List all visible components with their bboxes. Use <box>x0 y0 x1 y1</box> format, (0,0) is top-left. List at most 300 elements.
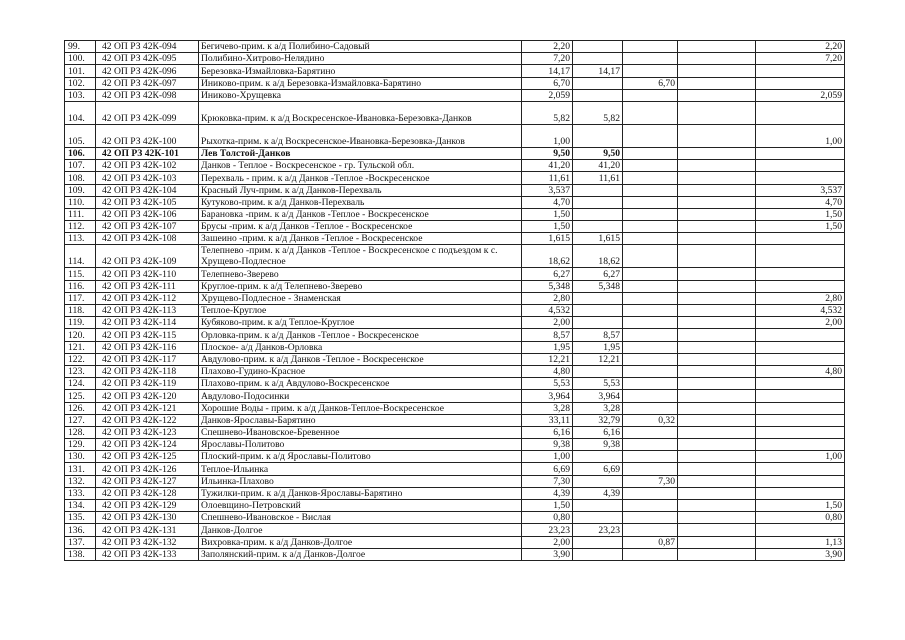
total-length-cell: 1,00 <box>522 451 573 463</box>
length-type-c-cell <box>678 378 756 390</box>
length-type-a-cell <box>573 221 623 233</box>
length-type-c-cell <box>678 101 756 124</box>
table-row <box>65 487 845 499</box>
table-row <box>65 426 845 438</box>
road-code-cell: 42 ОП РЗ 42К-130 <box>96 512 199 524</box>
table-row <box>65 124 845 147</box>
row-number-cell: 111. <box>65 208 96 220</box>
table-row <box>65 77 845 89</box>
road-code-cell: 42 ОП РЗ 42К-119 <box>96 378 199 390</box>
road-code-cell: 42 ОП РЗ 42К-120 <box>96 390 199 402</box>
total-length-cell: 1,00 <box>522 124 573 147</box>
length-type-b-cell <box>623 65 678 77</box>
length-type-d-cell <box>756 487 845 499</box>
road-code-cell: 42 ОП РЗ 42К-096 <box>96 65 199 77</box>
length-type-d-cell: 2,80 <box>756 292 845 304</box>
road-code-cell: 42 ОП РЗ 42К-097 <box>96 77 199 89</box>
length-type-a-cell: 14,17 <box>573 65 623 77</box>
row-number-cell: 138. <box>65 548 96 560</box>
road-name-cell: Круглое-прим. к а/д Телепнево-Зверево <box>199 280 522 292</box>
table-row <box>65 536 845 548</box>
road-name-cell: Зашеино -прим. к а/д Данков -Теплое - Воскресенское <box>199 233 522 245</box>
road-code-cell: 42 ОП РЗ 42К-102 <box>96 160 199 172</box>
length-type-a-cell <box>573 305 623 317</box>
table-row <box>65 378 845 390</box>
table-row <box>65 512 845 524</box>
table-row <box>65 500 845 512</box>
table-row <box>65 208 845 220</box>
length-type-b-cell <box>623 280 678 292</box>
total-length-cell: 14,17 <box>522 65 573 77</box>
length-type-a-cell: 5,348 <box>573 280 623 292</box>
row-number-cell: 109. <box>65 184 96 196</box>
length-type-a-cell: 6,69 <box>573 463 623 475</box>
length-type-a-cell: 18,62 <box>573 245 623 268</box>
row-number-cell: 129. <box>65 439 96 451</box>
length-type-b-cell <box>623 439 678 451</box>
road-name-cell: Кубяково-прим. к а/д Теплое-Круглое <box>199 317 522 329</box>
length-type-d-cell: 1,50 <box>756 221 845 233</box>
length-type-c-cell <box>678 292 756 304</box>
table-row <box>65 172 845 184</box>
length-type-a-cell <box>573 365 623 377</box>
row-number-cell: 119. <box>65 317 96 329</box>
length-type-a-cell: 9,50 <box>573 147 623 159</box>
row-number-cell: 102. <box>65 77 96 89</box>
road-name-cell: Вихровка-прим. к а/д Данков-Долгое <box>199 536 522 548</box>
length-type-c-cell <box>678 184 756 196</box>
road-code-cell: 42 ОП РЗ 42К-133 <box>96 548 199 560</box>
road-name-cell: Полибино-Хитрово-Нелядино <box>199 53 522 65</box>
row-number-cell: 112. <box>65 221 96 233</box>
length-type-d-cell: 4,532 <box>756 305 845 317</box>
length-type-d-cell: 1,50 <box>756 208 845 220</box>
total-length-cell: 3,28 <box>522 402 573 414</box>
road-name-cell: Лев Толстой-Данков <box>199 147 522 159</box>
length-type-a-cell <box>573 41 623 53</box>
road-code-cell: 42 ОП РЗ 42К-129 <box>96 500 199 512</box>
length-type-a-cell: 3,964 <box>573 390 623 402</box>
table-row <box>65 341 845 353</box>
length-type-d-cell: 3,90 <box>756 548 845 560</box>
length-type-c-cell <box>678 341 756 353</box>
road-code-cell: 42 ОП РЗ 42К-128 <box>96 487 199 499</box>
total-length-cell: 3,90 <box>522 548 573 560</box>
length-type-d-cell <box>756 245 845 268</box>
length-type-b-cell <box>623 317 678 329</box>
length-type-b-cell <box>623 196 678 208</box>
length-type-c-cell <box>678 451 756 463</box>
length-type-a-cell <box>573 536 623 548</box>
length-type-c-cell <box>678 221 756 233</box>
length-type-b-cell <box>623 147 678 159</box>
row-number-cell: 124. <box>65 378 96 390</box>
length-type-b-cell <box>623 353 678 365</box>
length-type-d-cell <box>756 414 845 426</box>
length-type-d-cell: 3,537 <box>756 184 845 196</box>
length-type-b-cell <box>623 89 678 101</box>
road-code-cell: 42 ОП РЗ 42К-094 <box>96 41 199 53</box>
total-length-cell: 5,82 <box>522 101 573 124</box>
total-length-cell: 2,059 <box>522 89 573 101</box>
road-name-cell: Телепнево -прим. к а/д Данков -Теплое - Воскресенское с подъездом к с. Хрущево-Подлесное <box>199 245 522 268</box>
row-number-cell: 128. <box>65 426 96 438</box>
length-type-d-cell <box>756 101 845 124</box>
total-length-cell: 9,38 <box>522 439 573 451</box>
length-type-a-cell <box>573 500 623 512</box>
length-type-c-cell <box>678 196 756 208</box>
row-number-cell: 114. <box>65 245 96 268</box>
length-type-b-cell <box>623 365 678 377</box>
length-type-d-cell <box>756 378 845 390</box>
row-number-cell: 121. <box>65 341 96 353</box>
road-name-cell: Данков - Теплое - Воскресенское - гр. Тульской обл. <box>199 160 522 172</box>
length-type-a-cell: 4,39 <box>573 487 623 499</box>
length-type-b-cell <box>623 221 678 233</box>
row-number-cell: 101. <box>65 65 96 77</box>
length-type-c-cell <box>678 500 756 512</box>
length-type-b-cell <box>623 390 678 402</box>
length-type-a-cell: 6,16 <box>573 426 623 438</box>
length-type-a-cell: 3,28 <box>573 402 623 414</box>
length-type-c-cell <box>678 172 756 184</box>
length-type-d-cell: 4,70 <box>756 196 845 208</box>
length-type-d-cell <box>756 475 845 487</box>
length-type-b-cell <box>623 451 678 463</box>
length-type-c-cell <box>678 147 756 159</box>
length-type-d-cell: 2,00 <box>756 317 845 329</box>
road-name-cell: Перехваль - прим. к а/д Данков -Теплое -Воскресенское <box>199 172 522 184</box>
length-type-a-cell <box>573 196 623 208</box>
total-length-cell: 8,57 <box>522 329 573 341</box>
length-type-c-cell <box>678 89 756 101</box>
length-type-c-cell <box>678 53 756 65</box>
row-number-cell: 136. <box>65 524 96 536</box>
road-code-cell: 42 ОП РЗ 42К-095 <box>96 53 199 65</box>
table-row <box>65 414 845 426</box>
row-number-cell: 106. <box>65 147 96 159</box>
total-length-cell: 1,615 <box>522 233 573 245</box>
length-type-d-cell: 2,059 <box>756 89 845 101</box>
length-type-b-cell: 0,32 <box>623 414 678 426</box>
road-register-sheet <box>64 40 845 561</box>
length-type-c-cell <box>678 245 756 268</box>
length-type-a-cell: 9,38 <box>573 439 623 451</box>
row-number-cell: 104. <box>65 101 96 124</box>
row-number-cell: 135. <box>65 512 96 524</box>
road-name-cell: Олоевщино-Петровский <box>199 500 522 512</box>
length-type-c-cell <box>678 426 756 438</box>
road-name-cell: Орловка-прим. к а/д Данков -Теплое - Воскресенское <box>199 329 522 341</box>
road-code-cell: 42 ОП РЗ 42К-127 <box>96 475 199 487</box>
row-number-cell: 125. <box>65 390 96 402</box>
row-number-cell: 123. <box>65 365 96 377</box>
length-type-a-cell: 32,79 <box>573 414 623 426</box>
table-row <box>65 233 845 245</box>
length-type-d-cell <box>756 329 845 341</box>
row-number-cell: 134. <box>65 500 96 512</box>
table-row <box>65 365 845 377</box>
table-row <box>65 89 845 101</box>
road-name-cell: Иниково-прим. к а/д Березовка-Измайловка-Барятино <box>199 77 522 89</box>
length-type-c-cell <box>678 524 756 536</box>
total-length-cell: 7,20 <box>522 53 573 65</box>
length-type-b-cell <box>623 378 678 390</box>
total-length-cell: 6,27 <box>522 268 573 280</box>
road-code-cell: 42 ОП РЗ 42К-122 <box>96 414 199 426</box>
total-length-cell: 41,20 <box>522 160 573 172</box>
length-type-b-cell <box>623 512 678 524</box>
total-length-cell: 1,50 <box>522 500 573 512</box>
length-type-d-cell: 1,13 <box>756 536 845 548</box>
length-type-b-cell <box>623 341 678 353</box>
length-type-c-cell <box>678 329 756 341</box>
length-type-d-cell <box>756 65 845 77</box>
length-type-b-cell <box>623 548 678 560</box>
total-length-cell: 2,80 <box>522 292 573 304</box>
road-name-cell: Авдулово-Подосинки <box>199 390 522 402</box>
road-name-cell: Плоский-прим. к а/д Ярославы-Политово <box>199 451 522 463</box>
length-type-b-cell <box>623 463 678 475</box>
road-code-cell: 42 ОП РЗ 42К-105 <box>96 196 199 208</box>
total-length-cell: 0,80 <box>522 512 573 524</box>
road-code-cell: 42 ОП РЗ 42К-121 <box>96 402 199 414</box>
length-type-c-cell <box>678 487 756 499</box>
row-number-cell: 137. <box>65 536 96 548</box>
length-type-d-cell: 7,20 <box>756 53 845 65</box>
length-type-a-cell <box>573 451 623 463</box>
road-name-cell: Березовка-Измайловка-Барятино <box>199 65 522 77</box>
length-type-c-cell <box>678 65 756 77</box>
total-length-cell: 3,964 <box>522 390 573 402</box>
length-type-c-cell <box>678 463 756 475</box>
total-length-cell: 23,23 <box>522 524 573 536</box>
table-row <box>65 475 845 487</box>
length-type-b-cell: 0,87 <box>623 536 678 548</box>
road-code-cell: 42 ОП РЗ 42К-117 <box>96 353 199 365</box>
length-type-d-cell <box>756 402 845 414</box>
length-type-c-cell <box>678 536 756 548</box>
row-number-cell: 100. <box>65 53 96 65</box>
road-code-cell: 42 ОП РЗ 42К-126 <box>96 463 199 475</box>
length-type-b-cell: 6,70 <box>623 77 678 89</box>
road-code-cell: 42 ОП РЗ 42К-131 <box>96 524 199 536</box>
total-length-cell: 5,348 <box>522 280 573 292</box>
road-code-cell: 42 ОП РЗ 42К-114 <box>96 317 199 329</box>
row-number-cell: 116. <box>65 280 96 292</box>
table-row <box>65 524 845 536</box>
table-row <box>65 451 845 463</box>
length-type-d-cell <box>756 439 845 451</box>
length-type-a-cell: 12,21 <box>573 353 623 365</box>
length-type-d-cell <box>756 280 845 292</box>
road-name-cell: Данков-Долгое <box>199 524 522 536</box>
total-length-cell: 6,69 <box>522 463 573 475</box>
road-code-cell: 42 ОП РЗ 42К-101 <box>96 147 199 159</box>
road-name-cell: Теплое-Круглое <box>199 305 522 317</box>
road-code-cell: 42 ОП РЗ 42К-116 <box>96 341 199 353</box>
length-type-b-cell <box>623 305 678 317</box>
length-type-b-cell <box>623 208 678 220</box>
length-type-b-cell <box>623 524 678 536</box>
length-type-b-cell <box>623 500 678 512</box>
total-length-cell: 11,61 <box>522 172 573 184</box>
length-type-c-cell <box>678 208 756 220</box>
row-number-cell: 118. <box>65 305 96 317</box>
total-length-cell: 6,16 <box>522 426 573 438</box>
road-name-cell: Бегичево-прим. к а/д Полибино-Садовый <box>199 41 522 53</box>
length-type-a-cell <box>573 292 623 304</box>
road-code-cell: 42 ОП РЗ 42К-099 <box>96 101 199 124</box>
length-type-a-cell: 5,53 <box>573 378 623 390</box>
road-code-cell: 42 ОП РЗ 42К-109 <box>96 245 199 268</box>
road-code-cell: 42 ОП РЗ 42К-103 <box>96 172 199 184</box>
total-length-cell: 33,11 <box>522 414 573 426</box>
length-type-a-cell <box>573 208 623 220</box>
length-type-c-cell <box>678 475 756 487</box>
length-type-a-cell <box>573 475 623 487</box>
road-register-body <box>65 41 845 561</box>
table-row <box>65 184 845 196</box>
length-type-d-cell <box>756 77 845 89</box>
road-code-cell: 42 ОП РЗ 42К-104 <box>96 184 199 196</box>
length-type-d-cell <box>756 233 845 245</box>
total-length-cell: 2,20 <box>522 41 573 53</box>
road-register-table <box>64 40 845 561</box>
length-type-d-cell <box>756 160 845 172</box>
length-type-a-cell <box>573 548 623 560</box>
road-code-cell: 42 ОП РЗ 42К-124 <box>96 439 199 451</box>
length-type-a-cell: 5,82 <box>573 101 623 124</box>
road-name-cell: Тужилки-прим. к а/д Данков-Ярославы-Барятино <box>199 487 522 499</box>
road-code-cell: 42 ОП РЗ 42К-113 <box>96 305 199 317</box>
total-length-cell: 4,80 <box>522 365 573 377</box>
table-row <box>65 317 845 329</box>
length-type-b-cell <box>623 53 678 65</box>
road-name-cell: Заполянский-прим. к а/д Данков-Долгое <box>199 548 522 560</box>
row-number-cell: 115. <box>65 268 96 280</box>
road-name-cell: Хорошие Воды - прим. к а/д Данков-Теплое-Воскресенское <box>199 402 522 414</box>
length-type-c-cell <box>678 77 756 89</box>
length-type-c-cell <box>678 439 756 451</box>
row-number-cell: 117. <box>65 292 96 304</box>
length-type-c-cell <box>678 305 756 317</box>
table-row <box>65 280 845 292</box>
table-row <box>65 245 845 268</box>
length-type-d-cell <box>756 463 845 475</box>
total-length-cell: 12,21 <box>522 353 573 365</box>
length-type-d-cell <box>756 524 845 536</box>
length-type-d-cell: 0,80 <box>756 512 845 524</box>
length-type-c-cell <box>678 365 756 377</box>
road-code-cell: 42 ОП РЗ 42К-100 <box>96 124 199 147</box>
length-type-c-cell <box>678 390 756 402</box>
row-number-cell: 127. <box>65 414 96 426</box>
length-type-b-cell <box>623 487 678 499</box>
total-length-cell: 7,30 <box>522 475 573 487</box>
row-number-cell: 126. <box>65 402 96 414</box>
road-code-cell: 42 ОП РЗ 42К-098 <box>96 89 199 101</box>
length-type-d-cell: 1,50 <box>756 500 845 512</box>
length-type-a-cell: 23,23 <box>573 524 623 536</box>
length-type-c-cell <box>678 414 756 426</box>
length-type-d-cell <box>756 341 845 353</box>
table-row <box>65 439 845 451</box>
road-code-cell: 42 ОП РЗ 42К-125 <box>96 451 199 463</box>
total-length-cell: 1,50 <box>522 208 573 220</box>
length-type-b-cell <box>623 233 678 245</box>
length-type-b-cell <box>623 184 678 196</box>
total-length-cell: 1,95 <box>522 341 573 353</box>
row-number-cell: 133. <box>65 487 96 499</box>
road-name-cell: Красный Луч-прим. к а/д Данков-Перехваль <box>199 184 522 196</box>
table-row <box>65 147 845 159</box>
length-type-b-cell <box>623 124 678 147</box>
row-number-cell: 103. <box>65 89 96 101</box>
length-type-c-cell <box>678 402 756 414</box>
length-type-a-cell: 1,95 <box>573 341 623 353</box>
length-type-c-cell <box>678 317 756 329</box>
table-row <box>65 463 845 475</box>
road-code-cell: 42 ОП РЗ 42К-107 <box>96 221 199 233</box>
road-name-cell: Плоское- а/д Данков-Орловка <box>199 341 522 353</box>
road-name-cell: Плахово-Гудино-Красное <box>199 365 522 377</box>
total-length-cell: 3,537 <box>522 184 573 196</box>
length-type-d-cell: 2,20 <box>756 41 845 53</box>
length-type-a-cell <box>573 89 623 101</box>
length-type-b-cell <box>623 101 678 124</box>
length-type-d-cell: 4,80 <box>756 365 845 377</box>
length-type-d-cell <box>756 268 845 280</box>
length-type-b-cell <box>623 245 678 268</box>
length-type-d-cell <box>756 426 845 438</box>
road-code-cell: 42 ОП РЗ 42К-111 <box>96 280 199 292</box>
road-name-cell: Крюковка-прим. к а/д Воскресенское-Ивановка-Березовка-Данков <box>199 101 522 124</box>
total-length-cell: 4,39 <box>522 487 573 499</box>
total-length-cell: 9,50 <box>522 147 573 159</box>
road-code-cell: 42 ОП РЗ 42К-106 <box>96 208 199 220</box>
row-number-cell: 120. <box>65 329 96 341</box>
table-row <box>65 353 845 365</box>
road-name-cell: Теплое-Ильинка <box>199 463 522 475</box>
road-code-cell: 42 ОП РЗ 42К-115 <box>96 329 199 341</box>
row-number-cell: 132. <box>65 475 96 487</box>
row-number-cell: 110. <box>65 196 96 208</box>
road-name-cell: Ильинка-Плахово <box>199 475 522 487</box>
table-row <box>65 329 845 341</box>
length-type-d-cell <box>756 172 845 184</box>
road-name-cell: Плахово-прим. к а/д Авдулово-Воскресенское <box>199 378 522 390</box>
total-length-cell: 4,70 <box>522 196 573 208</box>
road-name-cell: Спешнево-Ивановское-Бревенное <box>199 426 522 438</box>
length-type-a-cell: 41,20 <box>573 160 623 172</box>
length-type-d-cell: 1,00 <box>756 124 845 147</box>
road-name-cell: Рыхотка-прим. к а/д Воскресенское-Ивановка-Березовка-Данков <box>199 124 522 147</box>
length-type-c-cell <box>678 160 756 172</box>
row-number-cell: 122. <box>65 353 96 365</box>
table-row <box>65 305 845 317</box>
table-row <box>65 402 845 414</box>
row-number-cell: 107. <box>65 160 96 172</box>
road-name-cell: Телепнево-Зверево <box>199 268 522 280</box>
length-type-c-cell <box>678 233 756 245</box>
road-name-cell: Хрущево-Подлесное - Знаменская <box>199 292 522 304</box>
road-code-cell: 42 ОП РЗ 42К-123 <box>96 426 199 438</box>
road-code-cell: 42 ОП РЗ 42К-112 <box>96 292 199 304</box>
length-type-c-cell <box>678 353 756 365</box>
length-type-a-cell <box>573 53 623 65</box>
row-number-cell: 131. <box>65 463 96 475</box>
